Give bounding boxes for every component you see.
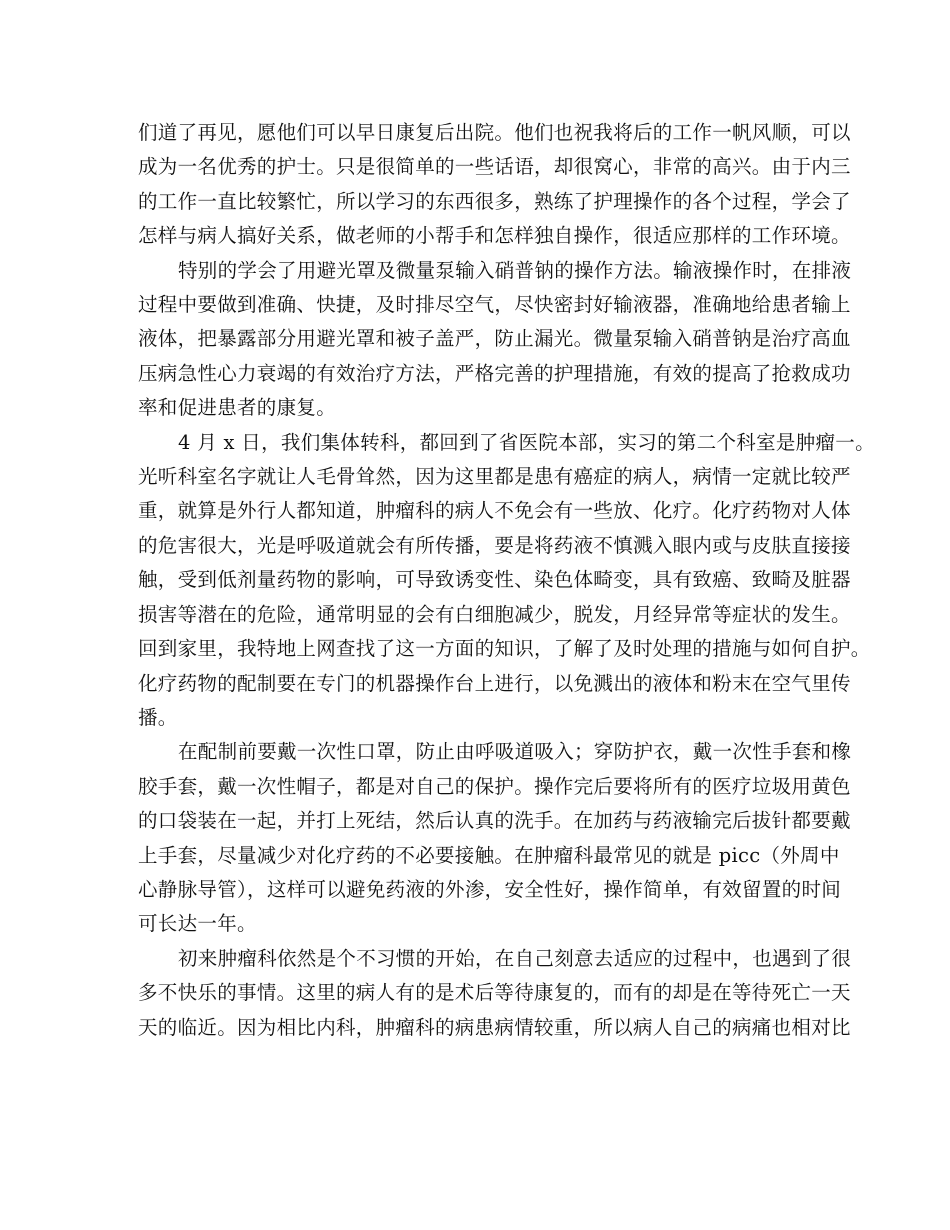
text-line: 触，受到低剂量药物的影响，可导致诱变性、染色体畸变，具有致癌、致畸及脏器 xyxy=(138,568,851,592)
text-line: 们道了再见，愿他们可以早日康复后出院。他们也祝我将后的工作一帆风顺，可以 xyxy=(138,121,851,144)
text-line: 怎样与病人搞好关系，做老师的小帮手和怎样独自操作，很适应那样的工作环境。 xyxy=(138,224,851,248)
document-body xyxy=(138,116,875,1045)
text-line: 过程中要做到准确、快捷，及时排尽空气，尽快密封好输液器，准确地给患者输上 xyxy=(138,293,851,317)
text-line: 回到家里，我特地上网查找了这一方面的知识，了解了及时处理的措施与如何自护。 xyxy=(138,637,871,661)
text-line: 多不快乐的事情。这里的病人有的是术后等待康复的，而有的却是在等待死亡一天 xyxy=(138,981,851,1005)
text-line: 液体，把暴露部分用避光罩和被子盖严，防止漏光。微量泵输入硝普钠是治疗高血 xyxy=(138,327,851,351)
text-line: 成为一名优秀的护士。只是很简单的一些话语，却很窝心，非常的高兴。由于内三 xyxy=(138,155,851,179)
text-line: 压病急性心力衰竭的有效治疗方法，严格完善的护理措施，有效的提高了抢救成功 xyxy=(138,361,851,385)
text-line: 上手套，尽量减少对化疗药的不必要接触。在肿瘤科最常见的就是 picc（外周中 xyxy=(138,843,840,867)
text-line: 天的临近。因为相比内科，肿瘤科的病患病情较重，所以病人自己的病痛也相对比 xyxy=(138,1015,851,1039)
text-line: 光听科室名字就让人毛骨耸然，因为这里都是患有癌症的病人，病情一定就比较严 xyxy=(138,465,851,489)
text-line: 播。 xyxy=(138,705,178,729)
text-line: 的工作一直比较繁忙，所以学习的东西很多，熟练了护理操作的各个过程，学会了 xyxy=(138,189,851,213)
text-line: 重，就算是外行人都知道，肿瘤科的病人不免会有一些放、化疗。化疗药物对人体 xyxy=(138,499,851,523)
text-line: 化疗药物的配制要在专门的机器操作台上进行，以免溅出的液体和粉末在空气里传 xyxy=(138,671,851,695)
text-line: 的危害很大，光是呼吸道就会有所传播，要是将药液不慎溅入眼内或与皮肤直接接 xyxy=(138,533,851,557)
text-line: 胶手套，戴一次性帽子，都是对自己的保护。操作完后要将所有的医疗垃圾用黄色 xyxy=(138,774,851,798)
text-line: 的口袋装在一起，并打上死结，然后认真的洗手。在加药与药液输完后拔针都要戴 xyxy=(138,809,851,833)
paragraph-first-line: 在配制前要戴一次性口罩，防止由呼吸道吸入；穿防护衣，戴一次性手套和橡 xyxy=(178,740,852,764)
text-line: 损害等潜在的危险，通常明显的会有白细胞减少，脱发，月经异常等症状的发生。 xyxy=(138,602,851,626)
text-line: 可长达一年。 xyxy=(138,912,257,936)
paragraph-first-line: 初来肿瘤科依然是个不习惯的开始，在自己刻意去适应的过程中，也遇到了很 xyxy=(178,946,852,970)
text-line: 率和促进患者的康复。 xyxy=(138,396,337,420)
text-line: 心静脉导管），这样可以避免药液的外渗，安全性好，操作简单，有效留置的时间 xyxy=(138,877,842,901)
paragraph-first-line: 特别的学会了用避光罩及微量泵输入硝普钠的操作方法。输液操作时，在排液 xyxy=(178,258,852,282)
paragraph-first-line: 4 月 x 日，我们集体转科，都回到了省医院本部，实习的第二个科室是肿瘤一。 xyxy=(178,430,875,454)
